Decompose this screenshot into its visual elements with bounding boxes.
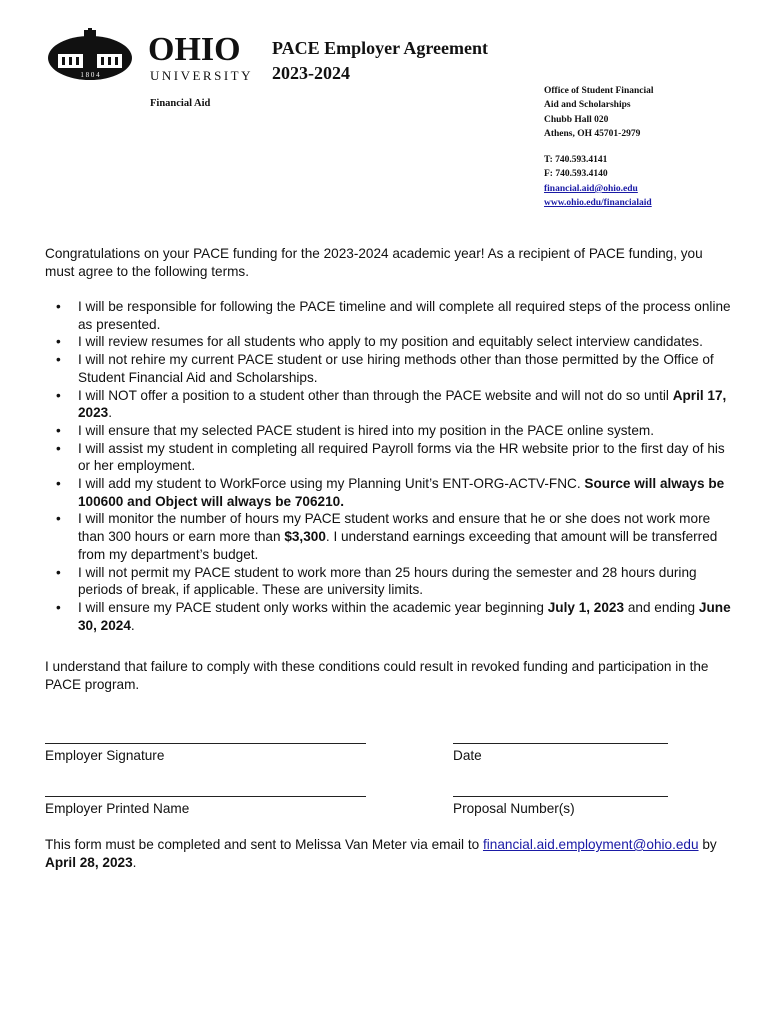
office-website-link[interactable]: www.ohio.edu/financialaid xyxy=(544,198,652,209)
signature-line xyxy=(45,743,366,744)
title-line-1: PACE Employer Agreement xyxy=(272,38,488,58)
proposal-number-label: Proposal Number(s) xyxy=(453,801,575,816)
office-line-2: Aid and Scholarships xyxy=(544,100,631,111)
date-label: Date xyxy=(453,748,482,763)
employer-signature-field[interactable] xyxy=(45,743,366,763)
office-email-link[interactable]: financial.aid@ohio.edu xyxy=(544,183,638,194)
office-line-1: Office of Student Financial xyxy=(544,86,654,96)
term-item: • I will not permit my PACE student to work more than 25 hours during the semester and 28 hours during periods of break, if applicable. These are university limits. xyxy=(45,564,735,599)
office-address-block xyxy=(544,84,654,210)
intro-paragraph: Congratulations on your PACE funding for the 2023-2024 academic year! As a recipient of PACE funding, you must agree to the following terms. xyxy=(45,246,703,279)
department-name: Financial Aid xyxy=(150,98,211,109)
logo-subname: UNIVERSITY xyxy=(150,68,253,83)
office-fax: F: 740.593.4140 xyxy=(544,169,608,180)
submission-instructions: This form must be completed and sent to Melissa Van Meter via email to financial.aid.employment@ohio.edu by April 28, 2023. xyxy=(45,837,717,870)
signature-line xyxy=(453,743,668,744)
term-item: • I will NOT offer a position to a student other than through the PACE website and will not do so until April 17, 2023. xyxy=(45,387,735,422)
logo-name: OHIO xyxy=(148,31,241,68)
term-deadline: April 17, 2023 xyxy=(78,387,727,421)
logo-year: 1 8 0 4 xyxy=(80,71,100,79)
term-item: • I will be responsible for following the PACE timeline and will complete all required steps of the process online as presented. xyxy=(45,298,735,333)
title-line-2: 2023-2024 xyxy=(272,63,350,83)
employer-printed-name-field[interactable] xyxy=(45,796,366,816)
submission-deadline: April 28, 2023 xyxy=(45,855,133,870)
closing-paragraph: I understand that failure to comply with these conditions could result in revoked funding and participation in the PACE program. xyxy=(45,659,709,692)
term-item: • I will ensure my PACE student only works within the academic year beginning July 1, 2023 and ending June 30, 2024. xyxy=(45,599,735,634)
term-earning-limit: $3,300 xyxy=(284,529,326,545)
proposal-number-field[interactable] xyxy=(453,796,668,816)
employer-printed-name-label: Employer Printed Name xyxy=(45,801,190,816)
term-item: • I will review resumes for all students who apply to my position and equitably select interview candidates. xyxy=(45,333,735,351)
term-item: • I will monitor the number of hours my PACE student works and ensure that he or she does not work more than 300 hours or earn more than $3,300. I understand earnings exceeding that amount will be transferred from my department’s budget. xyxy=(45,510,735,563)
employer-signature-label: Employer Signature xyxy=(45,748,165,763)
office-line-4: Athens, OH 45701-2979 xyxy=(544,128,641,139)
office-phone: T: 740.593.4141 xyxy=(544,155,608,166)
signature-line xyxy=(45,796,366,797)
term-start-date: July 1, 2023 xyxy=(547,599,625,615)
employment-email-link[interactable]: financial.aid.employment@ohio.edu xyxy=(482,837,699,852)
office-line-3: Chubb Hall 020 xyxy=(544,114,609,125)
term-source-object: Source will always be 100600 and Object will always be 706210. xyxy=(78,476,725,509)
signature-line xyxy=(453,796,668,797)
term-end-date: June 30, 2024 xyxy=(78,599,731,633)
ohio-university-logo xyxy=(48,28,268,90)
terms-list xyxy=(45,298,735,634)
date-field[interactable] xyxy=(453,743,668,763)
document-title xyxy=(272,36,488,86)
term-item: • I will not rehire my current PACE student or use hiring methods other than those permitted by the Office of Student Financial Aid and Scholarships. xyxy=(45,351,735,386)
term-item: • I will assist my student in completing all required Payroll forms via the HR website prior to the first day of his or her employment. xyxy=(45,440,735,475)
term-item: • I will add my student to WorkForce using my Planning Unit’s ENT-ORG-ACTV-FNC. Source will always be 100600 and Object will always be 706210. xyxy=(45,475,735,510)
term-item: • I will ensure that my selected PACE student is hired into my position in the PACE online system. xyxy=(45,422,735,440)
